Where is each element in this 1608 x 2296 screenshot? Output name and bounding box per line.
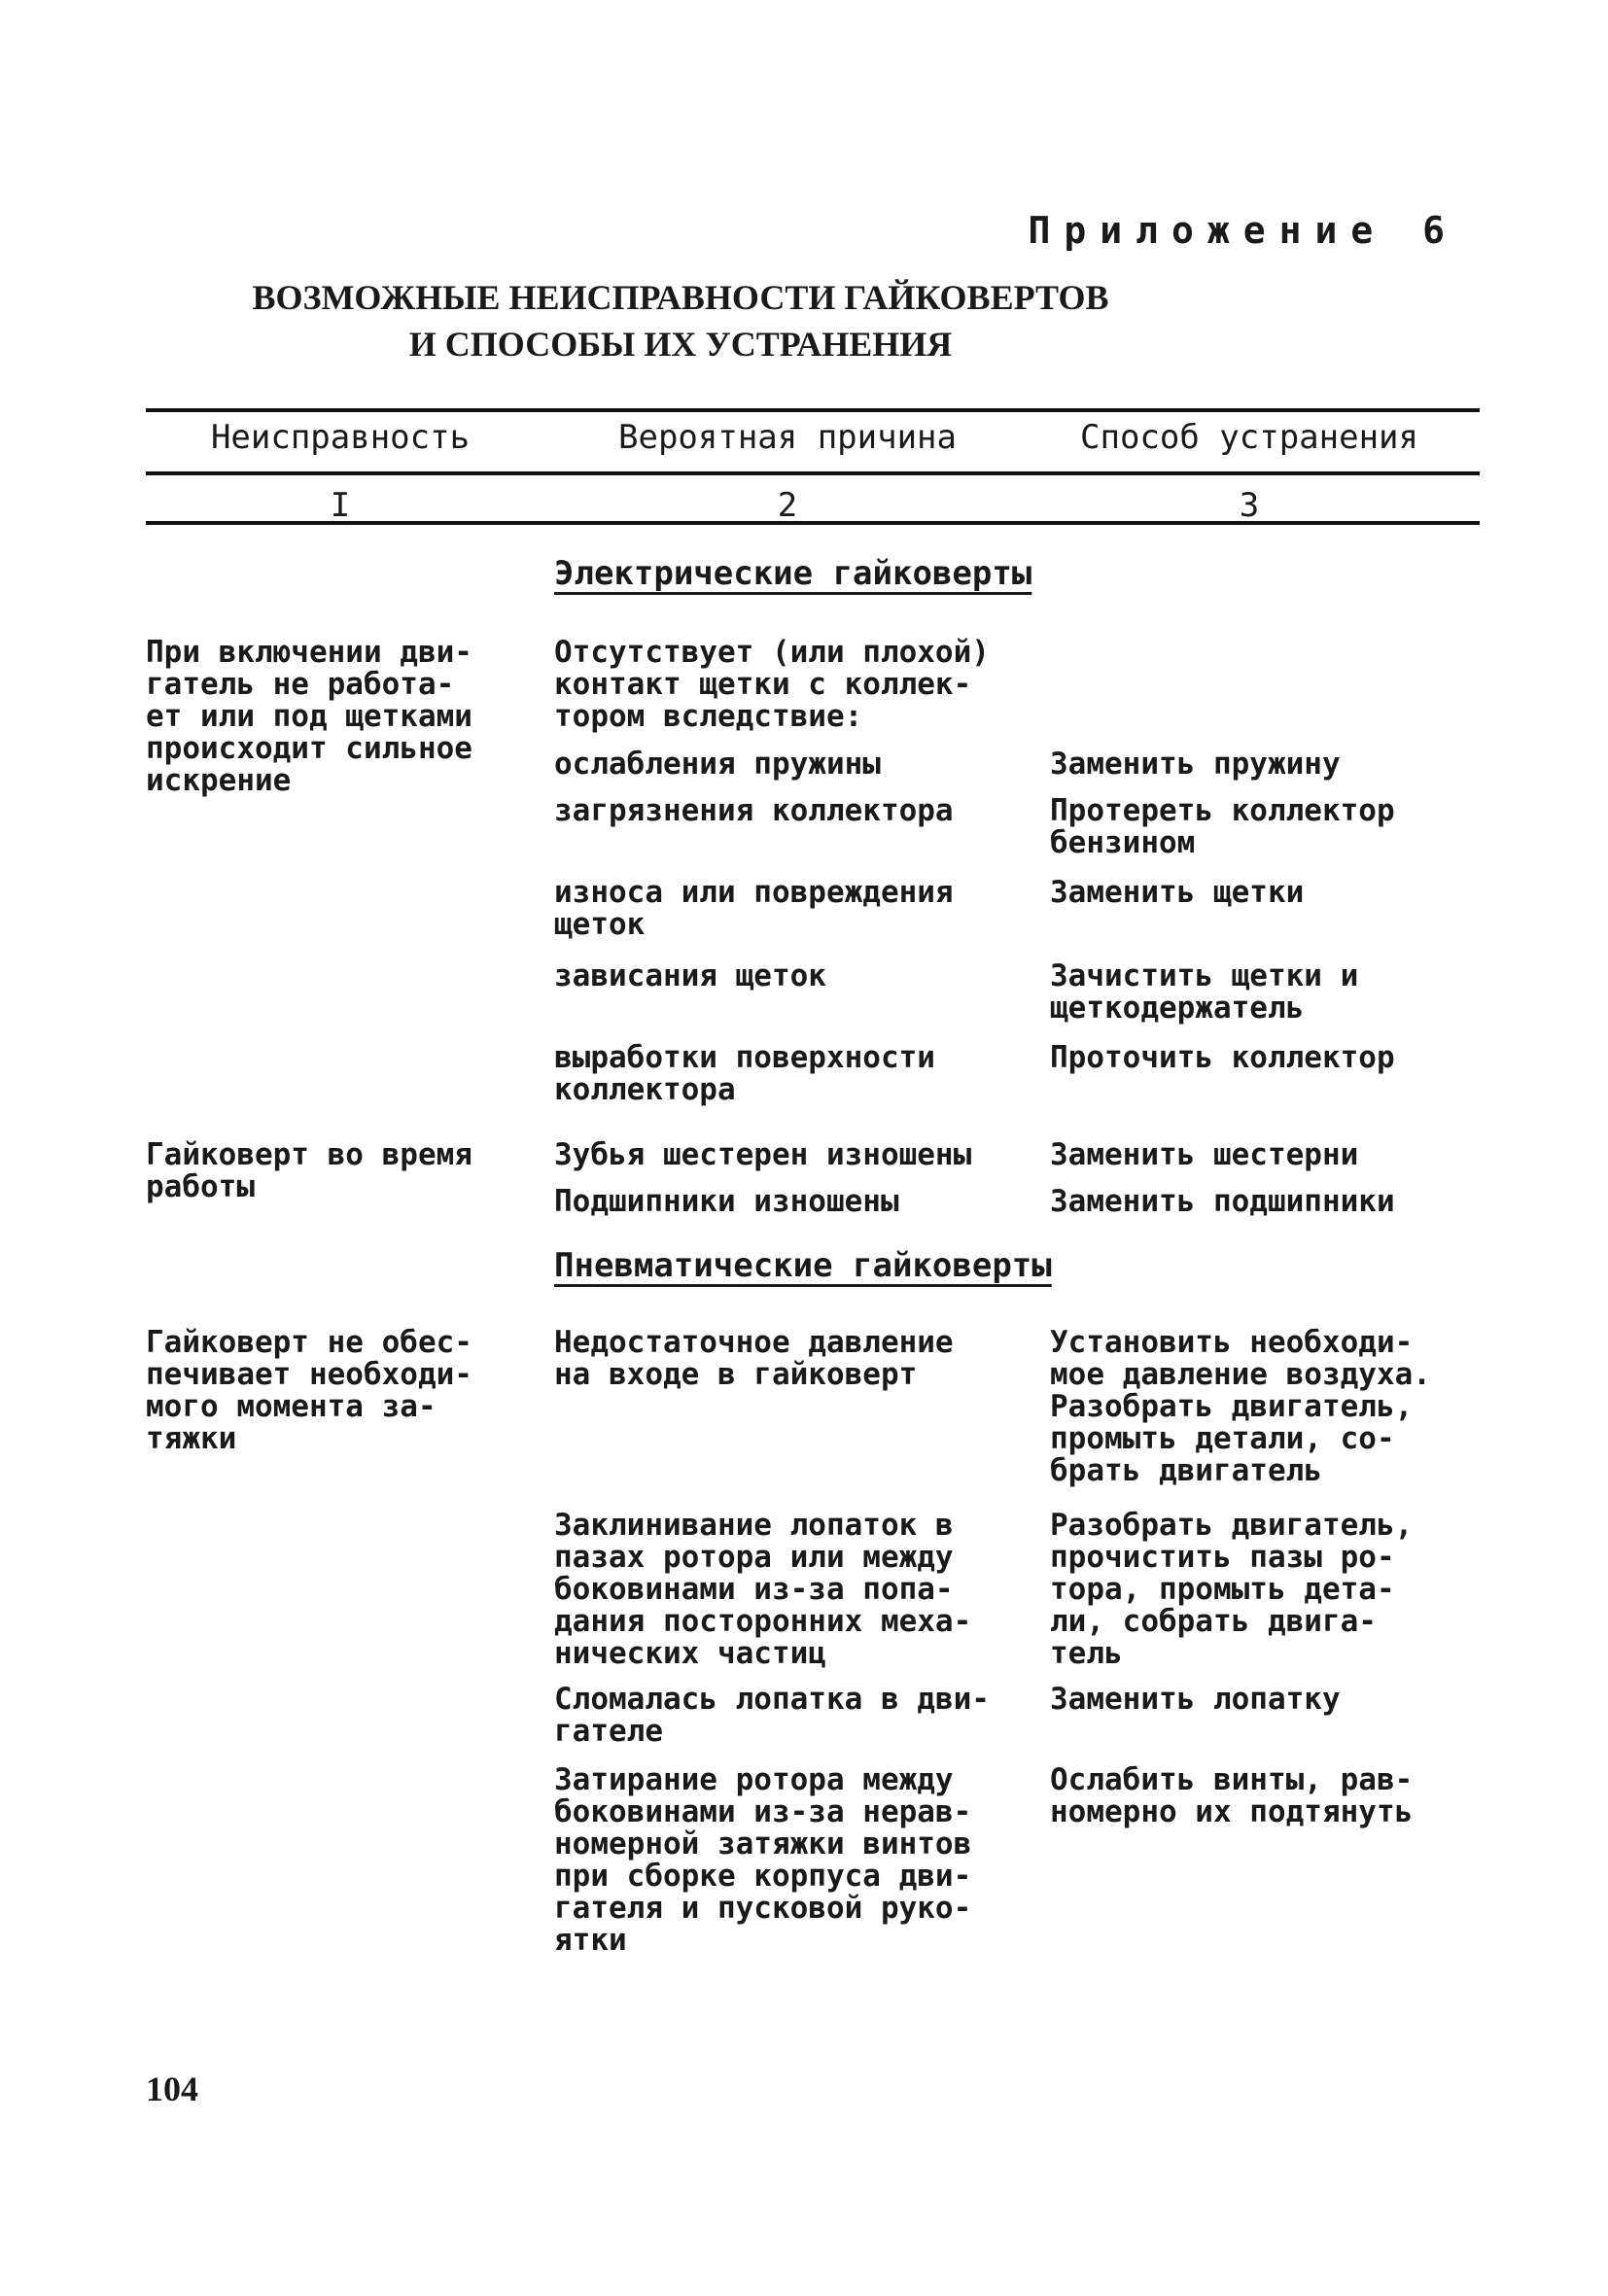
column-number-1: I — [330, 486, 351, 525]
section-title-electric: Электрические гайковерты — [554, 554, 1032, 593]
cause-cell: Затирание ротора между боковинами из-за нерав- номерной затяжки винтов при сборке корпуса дви- гателя и пусковой руко- ятки — [554, 1762, 972, 1958]
remedy-cell: Заменить щетки — [1050, 875, 1305, 910]
cause-cell: износа или повреждения щеток — [554, 875, 954, 942]
title-line-2: И СПОСОБЫ ИХ УСТРАНЕНИЯ — [408, 325, 953, 364]
title-line-1: ВОЗМОЖНЫЕ НЕИСПРАВНОСТИ ГАЙКОВЕРТОВ — [252, 278, 1109, 317]
document-title — [243, 274, 1118, 367]
remedy-cell: Разобрать двигатель, прочистить пазы ро- тора, промыть дета- ли, собрать двига- тель — [1050, 1508, 1414, 1671]
remedy-cell: Протереть коллектор бензином — [1050, 793, 1395, 860]
section-title-pneumatic: Пневматические гайковерты — [554, 1246, 1052, 1285]
remedy-cell: Заменить лопатку — [1050, 1682, 1341, 1717]
column-number-3: 3 — [1239, 486, 1260, 525]
cause-cell: Сломалась лопатка в дви- гателе — [554, 1682, 990, 1749]
column-header-fault: Неисправность — [210, 418, 471, 457]
remedy-cell: Заменить шестерни — [1050, 1137, 1359, 1172]
table-header-rule — [146, 471, 1480, 475]
column-header-cause: Вероятная причина — [618, 418, 957, 457]
cause-cell: Зубья шестерен изношены — [554, 1137, 972, 1172]
appendix-label: Приложение 6 — [1028, 209, 1458, 252]
cause-cell: выработки поверхности коллектора — [554, 1040, 935, 1107]
remedy-cell: Ослабить винты, рав- номерно их подтянуть — [1050, 1762, 1414, 1829]
remedy-cell: Проточить коллектор — [1050, 1040, 1395, 1075]
fault-cell: Гайковерт во время работы — [146, 1137, 472, 1204]
cause-cell: Заклинивание лопаток в пазах ротора или между боковинами из-за попа- дания посторонних меха- нических частиц — [554, 1508, 972, 1671]
cause-cell: Недостаточное давление на входе в гайковерт — [554, 1325, 954, 1392]
cause-cell: зависания щеток — [554, 958, 826, 993]
cause-cell: ослабления пружины — [554, 747, 881, 782]
column-header-remedy: Способ устранения — [1080, 418, 1418, 457]
fault-cell: Гайковерт не обес- печивает необходи- мого момента за- тяжки — [146, 1325, 472, 1456]
remedy-cell: Заменить подшипники — [1050, 1184, 1395, 1219]
cause-cell: Подшипники изношены — [554, 1184, 899, 1219]
column-number-2: 2 — [777, 486, 798, 525]
remedy-cell: Установить необходи- мое давление воздуха. Разобрать двигатель, промыть детали, со- брать двигатель — [1050, 1325, 1431, 1488]
table-top-rule — [146, 408, 1480, 412]
remedy-cell: Зачистить щетки и щеткодержатель — [1050, 958, 1359, 1026]
fault-cell: При включении дви- гатель не работа- ет или под щетками происходит сильное искрение — [146, 635, 472, 798]
cause-cell: загрязнения коллектора — [554, 793, 954, 828]
remedy-cell: Заменить пружину — [1050, 747, 1341, 782]
cause-cell: Отсутствует (или плохой) контакт щетки с коллек- тором вследствие: — [554, 635, 990, 734]
page-number: 104 — [146, 2070, 198, 2108]
